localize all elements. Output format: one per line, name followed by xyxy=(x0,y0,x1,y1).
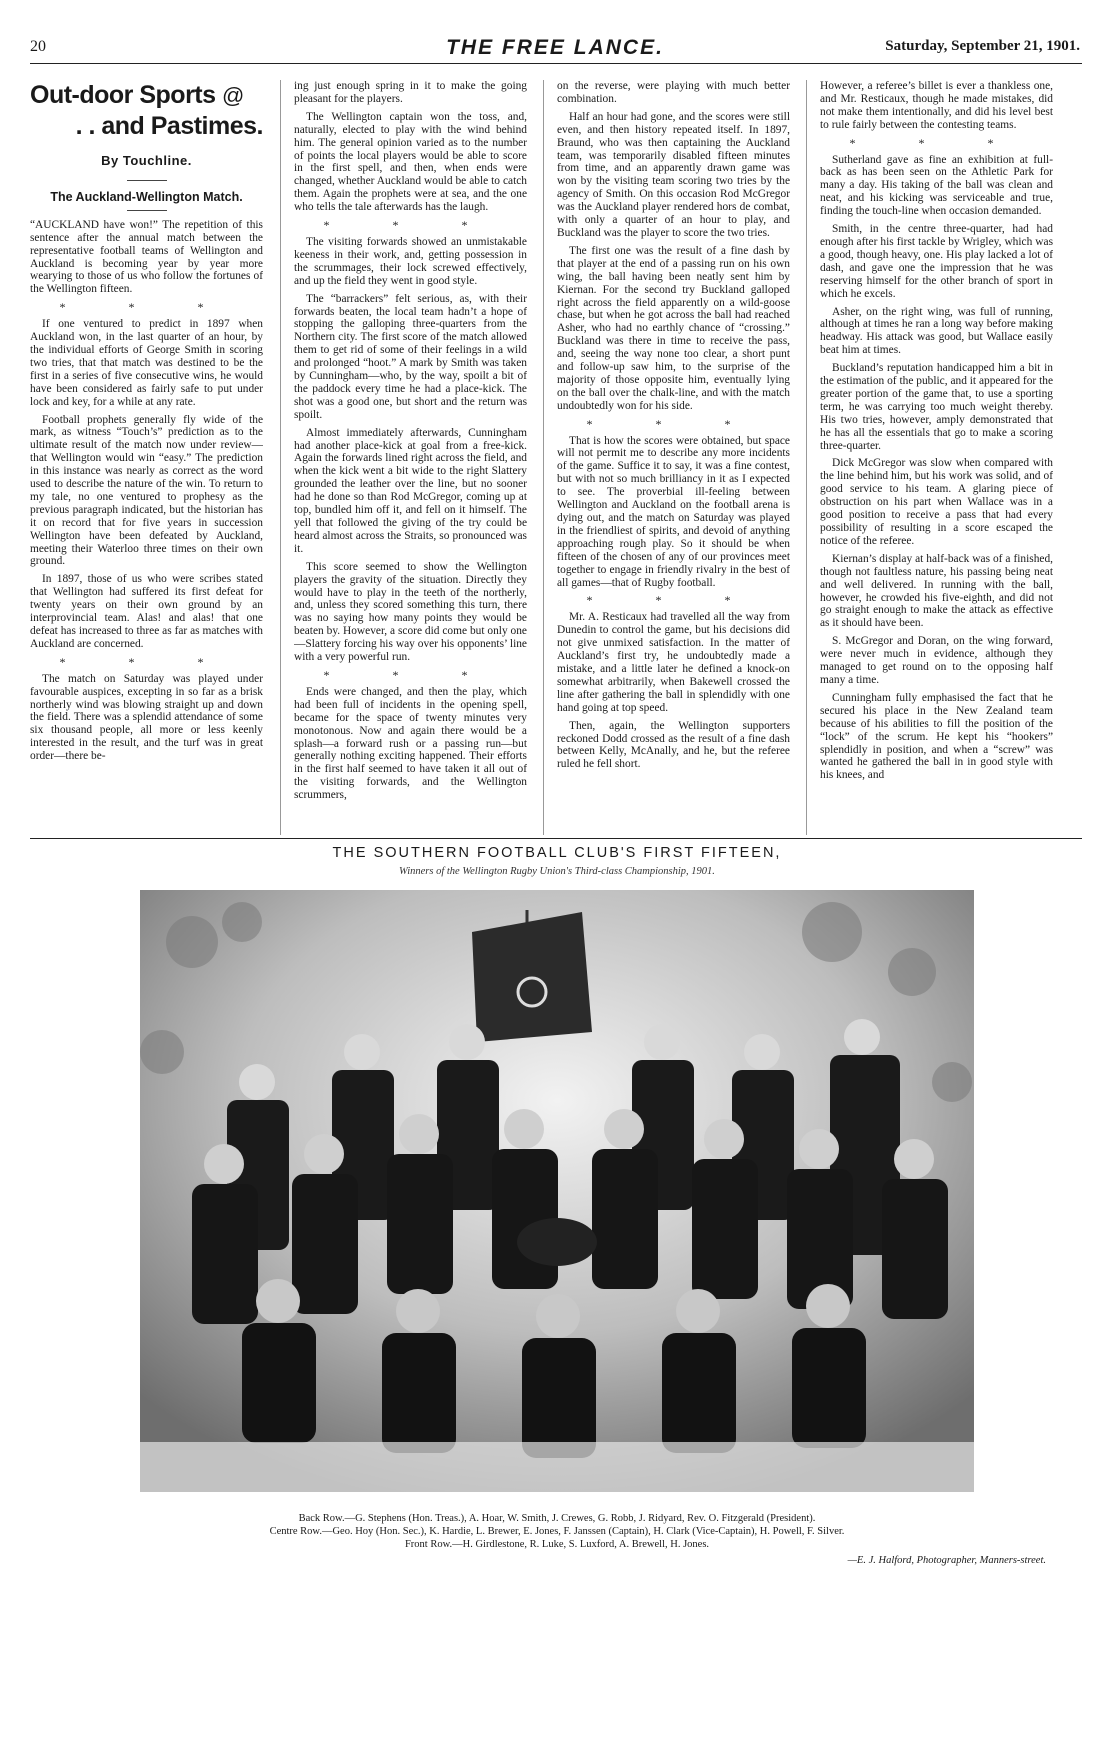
photo-credit: —E. J. Halford, Photographer, Manners-street. xyxy=(847,1555,1046,1566)
divider xyxy=(127,210,167,211)
paragraph: Dick McGregor was slow when compared with the line behind him, but his work was solid, and of good service to his team. A glaring piece of obstruction on his part when Wallace was in a good position to receive a pass that had every possibility of resulting in a score escaped the notice of the referee. xyxy=(820,457,1053,547)
article-column-3 xyxy=(557,80,790,835)
section-break: * * * xyxy=(59,654,234,669)
column-rule xyxy=(280,80,281,835)
header-rule xyxy=(30,63,1082,64)
issue-date: Saturday, September 21, 1901. xyxy=(885,38,1080,54)
paragraph: That is how the scores were obtained, but space will not permit me to describe any more incidents of the game. Suffice it to say, it was a fine contest, but with not so much brilliancy in it as I expected to see. The proverbial ill-feeling between Wellington and Auckland on the football arena is dying out, and the match on Saturday was played in the friendliest of spirits, and devoid of anything approaching rough play. So it should be when fifteen of the chosen of any of our provinces meet together to engage in friendly rivalry in the best of all games—that of Rugby football. xyxy=(557,434,790,589)
paragraph: Smith, in the centre three-quarter, had had enough after his first tackle by Wrigley, which was a good, though heavy, one. His play lacked a lot of dash, and gave one the impression that he was reserving himself for the other branch of sport in which he excels. xyxy=(820,223,1053,300)
column-rule xyxy=(543,80,544,835)
paragraph: The “barrackers” felt serious, as, with their forwards beaten, the local team hadn’t a hope of stopping the galloping three-quarters from the Northern city. The first score of the match allowed them to get rid of some of their feelings in a wild and prolonged “hoot.” A mark by Smith was taken by Cunningham—who, by the way, spoilt a bit of the paddock every time he had a place-kick. The shot was a good one, but short and the return was spoilt. xyxy=(294,292,527,421)
article-column-2 xyxy=(294,80,527,835)
paragraph: In 1897, those of us who were scribes stated that Wellington had suffered its first defeat for twenty years on their own ground by an interprovincial team. Alas! and alas! that one defeat has increased to three as far as matches with Auckland are concerned. xyxy=(30,573,263,650)
ornament-icon: @ xyxy=(221,83,244,108)
caption-front-row: Front Row.—H. Girdlestone, R. Luke, S. Luxford, A. Brewell, H. Jones. xyxy=(404,1539,710,1550)
article-subhead: The Auckland-Wellington Match. xyxy=(50,189,243,204)
paragraph: If one ventured to predict in 1897 when Auckland won, in the last quarter of an hour, by the individual efforts of George Smith in scoring two tries, that that match was destined to be the first in a series of five consecutive wins, he would have been considered as fairly safe to put under lock and key, for a while at any rate. xyxy=(30,318,263,408)
team-photograph xyxy=(132,882,982,1500)
paragraph: However, a referee’s billet is ever a thankless one, and Mr. Resticaux, though he made mistakes, did not make them intentionally, and did his level best to rule fairly between the contesting teams. xyxy=(820,80,1053,131)
section-break: * * * xyxy=(586,416,761,431)
paragraph: The visiting forwards showed an unmistakable keeness in their work, and, getting possession in the scrummages, their lock screwed effectively, and up the field they went in good style. xyxy=(294,235,527,287)
paragraph: Asher, on the right wing, was full of running, although at times he ran a long way before making headway. His attack was good, but Wallace easily beat him at times. xyxy=(820,305,1053,357)
paragraph: “AUCKLAND have won!” The repetition of this sentence after the annual match between the representative football teams of Wellington and Auckland is becoming year by year more wearying to those of us who follow the fortunes of the Wellington fifteen. xyxy=(30,218,263,296)
paragraph: S. McGregor and Doran, on the wing forward, were never much in evidence, although they managed to get round on to the opposing half many a time. xyxy=(820,635,1053,686)
paragraph: Sutherland gave as fine an exhibition at full-back as has been seen on the Athletic Park for many a day. His taking of the ball was clean and neat, and his kicking was serviceable and true, finding the touch-line when occasion demanded. xyxy=(820,153,1053,218)
masthead: THE FREE LANCE. xyxy=(446,36,664,59)
paragraph: Kiernan’s display at half-back was of a finished, though not faultless nature, his passing being neat and well delivered. In running with the ball, however, he crowded his five-eighth, and did not go straight enough to make the attack as effective as it should have been. xyxy=(820,552,1053,630)
section-rule xyxy=(30,838,1082,839)
paragraph: on the reverse, were playing with much better combination. xyxy=(557,80,790,105)
paragraph: Then, again, the Wellington supporters reckoned Dodd crossed as the result of a fine dash between Kelly, McAnally, and he, but the referee ruled he fell short. xyxy=(557,719,790,771)
page-number: 20 xyxy=(30,38,46,55)
divider xyxy=(127,180,167,181)
section-break: * * * xyxy=(59,300,234,315)
section-break: * * * xyxy=(849,135,1024,150)
paragraph: Cunningham fully emphasised the fact that he secured his place in the New Zealand team because of his abilities to fill the position of the “lock” of the scrum. He kept his “hookers” splendidly in position, and when a “screw” was wanted he gathered the ball in in good style with his knees, and xyxy=(820,691,1053,782)
paragraph: The match on Saturday was played under favourable auspices, excepting in so far as a brisk northerly wind was blowing straight up and down the field. There was a splendid attendance of some six thousand people, all more or less keenly interested in the result, and the turf was in great order—there be- xyxy=(30,672,263,763)
article-column-1 xyxy=(30,80,263,835)
section-break: * * * xyxy=(586,593,761,608)
paragraph: ing just enough spring in it to make the going pleasant for the players. xyxy=(294,80,527,105)
paragraph: Almost immediately afterwards, Cunningham had another place-kick at goal from a free-kick. Again the forwards lined right across the field, and when the kick went a bit wide to the right Slattery grounded the leather over the line, but no sooner had he done so than Rod McGregor, coming up at top, bundled him off it, and fell on it himself. The yell that followed the giving of the try could be heard almost across the Straits, so pronounced was it. xyxy=(294,426,527,555)
paragraph: Ends were changed, and then the play, which had been full of incidents in the opening spell, became for the space of twenty minutes very monotonous. Now and again there would be a splash—a forward rush or a passing run—but generally nothing exciting happened. Their efforts in the first half seemed to have taken it all out of the visiting forwards, and the Wellington scrummers, xyxy=(294,685,527,802)
section-title-line2: . . and Pastimes. xyxy=(75,112,263,140)
paragraph: The Wellington captain won the toss, and, naturally, elected to play with the wind behind him. The general opinion varied as to the number of points the local players would be able to score in the first spell, and then, when ends were changed, whether Auckland would be able to catch them. Again the prophets were at sea, and the one who tells the tale afterwards has the laugh. xyxy=(294,110,527,214)
column-rule xyxy=(806,80,807,835)
paragraph: The first one was the result of a fine dash by that player at the end of a passing run on his own wing, the ball having been neatly sent him by Kiernan. For the second try Buckland galloped right across the field apparently on a wild-goose chase, but when he got across the ball had reached Asher, who had no earthly chance of “crossing.” Buckland was there in time to receive the pass, and, seeing the way none too clear, a short punt and follow-up saw him, to the surprise of the majority of those opposite him, eventually lying on the ball over the chalk-line, and with the match undoubtedly won for his side. xyxy=(557,244,790,412)
photo-title: THE SOUTHERN FOOTBALL CLUB'S FIRST FIFTEEN, xyxy=(332,845,782,861)
paragraph: Mr. A. Resticaux had travelled all the way from Dunedin to control the game, but his decisions did not give unmixed satisfaction. In the matter of Auckland’s first try, he undoubtedly made a mistake, and a little later he defined a knock-on somewhat arbitrarily, when Bakewell crossed the line after gathering the ball in splendidly with one hand going at top speed. xyxy=(557,611,790,714)
team-photo-icon xyxy=(132,882,982,1500)
section-title-line1: Out-door Sports @ xyxy=(30,81,244,109)
photo-subtitle: Winners of the Wellington Rugby Union's Third-class Championship, 1901. xyxy=(399,866,715,877)
caption-back-row: Back Row.—G. Stephens (Hon. Treas.), A. Hoar, W. Smith, J. Crewes, G. Robb, J. Ridyard, Rev. O. Fitzgerald (President). xyxy=(298,1513,816,1524)
section-break: * * * xyxy=(323,667,498,682)
byline: By Touchline. xyxy=(101,153,192,168)
paragraph: This score seemed to show the Wellington players the gravity of the situation. Directly they would have to play in the teeth of the northerly, and, unless they scored something this turn, there was no saying how many points they would be beaten by. However, a score did come but only one—Slattery forcing his way over his opponents’ line with a very powerful run. xyxy=(294,560,527,664)
caption-centre-row: Centre Row.—Geo. Hoy (Hon. Sec.), K. Hardie, L. Brewer, E. Jones, F. Janssen (Captain), H. Clark (Vice-Captain), H. Powell, F. Silver. xyxy=(269,1526,845,1537)
paragraph: Buckland’s reputation handicapped him a bit in the estimation of the public, and it appeared for the greater portion of the game that, to use a sporting term, he was carrying too much weight thereby. His two tries, however, amply demonstrated that he has all the essentials that go to make a scoring three-quarter. xyxy=(820,362,1053,452)
article-column-4 xyxy=(820,80,1053,835)
paragraph: Half an hour had gone, and the scores were still even, and then history repeated itself. In 1897, Braund, who was then captaining the Auckland team, was temporarily disabled fifteen minutes from time, and an apparently drawn game was won by the visiting team scoring two tries by the agency of Smith. On this occasion Rod McGregor was the Auckland player rendered hors de combat, with only a quarter of an hour to play, and Buckland was the player to score the two tries. xyxy=(557,110,790,239)
page-header xyxy=(30,36,1080,62)
paragraph: Football prophets generally fly wide of the mark, as witness “Touch’s” prediction as to the ultimate result of the match now under review—that Wellington would win “easy.” The prediction in this instance was nearly as correct as the word used to describe the nature of the win. To return to my tale, no one ventured to prophesy as the previous paragraph indicated, but the historian has it on record that for five years in succession Wellington have been defeated by Auckland, meeting their Waterloo three times on their own ground. xyxy=(30,413,263,568)
section-break: * * * xyxy=(323,218,498,233)
